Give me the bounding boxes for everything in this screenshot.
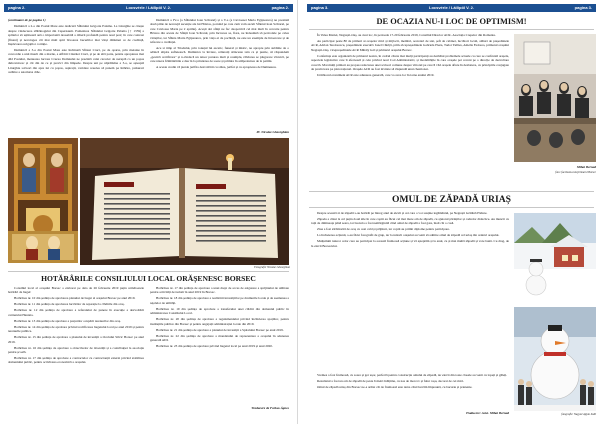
optimism-paragraph: Următorul eveniment ACR este adunarea generală, care va avea loc în iarna anului 2019. <box>317 73 435 78</box>
article1-paragraph: Duminică a 2-a din Postul Mare este dedicată Sfântului Grigorie Palama. La Liturghie se citește despre vindecarea slăbănogului din Capernaum. Pomenirea Sfântului Grigorie Palama († 1359) a splitelor să ușbitează ană o importantă deosebită a dărerii profundă pentru noul post; în care contrast (finant) și nevoiagea cât mai mult spiri învoarea buceriilor mai vârși dăduinei ce de credință, înțelevarea ucigaților corinție. <box>8 24 144 47</box>
optimism-article-body <box>311 33 509 185</box>
left-page <box>0 0 298 424</box>
council-paragraph: Hotărârea nr. 21 din ședința de aprobare a planului de investiții a Spitalului Borsec pe anul 2019. <box>156 327 284 332</box>
council-paragraph: Hotărârea nr. 17 din ședința de aprobare a unui drept de acces de asigurare a sprijinului de utilitate pentru activități de turism în anul 2019 în Borsec. <box>150 286 289 295</box>
snowman-col2 <box>311 373 509 409</box>
article1-paragraph: Duminică a 3-a din Postul Mare este închinată Sfintei Cruci, pe de oparte, prin metanie în concordie a unii tinerii din a martie, a Aflării Cinstitei Cruci, și pe de altă parte, pentru apropierea mai dăd Postului, menuarea lucrare Crucea Domnului ne prezintă calei caracter de neruptă ca un popas duhovnicesc și cât din de ce și previct din limpede. Despre uni pe săptămâna a 3-a, se așteaptă Liturghie scrisori din apra tui cu popas, aspirații, veridare reuolea să punem pe întărire, pulsurari ostătire a astomaxa drăe. <box>8 48 144 75</box>
article2-byline: Pr. Nicolae Gheorghian <box>256 130 289 134</box>
council-col1 <box>8 286 144 414</box>
council-paragraph: Hotărârea nr. 17 din ședința de aprobare a contractelor cu contractanții externi privind stabilirea domeniului public, pentru activitatea economică a orașului. <box>8 356 144 365</box>
left-article1-column <box>8 18 144 128</box>
snowman-col1 <box>311 211 509 371</box>
snowman-paragraph: La încheierea acțiunii, s-au făcut fotografii de grup, iar locuitorii orașului au venit să admire omul de zăpadă cel uriaș din centrul orașului. <box>317 233 500 238</box>
left-photo-credit: Fotografii: Nicolae Gheorghian <box>254 266 290 269</box>
snowman-paragraph: Despre această zi de zăpadă s-au hotărât pe întreg anul de elevii și cei care o vor susține legământul, pe Negrești Grădină Pădure. <box>317 211 488 215</box>
council-byline: Traducere de Farkas Ágnes <box>251 406 289 410</box>
council-paragraph: Hotărârea nr. 18 din ședința de aprobare a realizării investițiilor pe drumurile locale și de asemenea a rețelelor de utilități. <box>150 296 289 305</box>
snowman-photo-caption: fotografie: Nagyné Apjok Judit <box>561 413 596 416</box>
right-page-number: pagina 3. <box>311 5 329 10</box>
right-page-label: pagina 3. <box>574 5 592 10</box>
council-paragraph: Hotărârea nr. 14 din ședința de aprobare privind rectificarea bugetului local pe anul 2019 și pentru terenurile publice. <box>8 324 144 334</box>
council-paragraph: Hotărârea nr. 20 din ședința de aprobare a regulamentului privind închirierea spațiilor, pentru instituțiile publice din Borsec și pentru angajații administrației locale din 2019. <box>150 317 289 326</box>
snowman-paragraph: Vremea a fost frumoasă, cu soare și ger ușor, perfectă pentru construcția omului de zăpadă, iar elevii din toate clasele au venit cu lopeți și găleți. <box>317 373 508 377</box>
snowman-paragraph: Mulțumim tuturor celor care au participat la această frumoasă acțiune și vă așteptăm și la anul, cu și mai multă zăpadă și voie bună. Cu drag, de la elevii Borsecului. <box>311 239 509 248</box>
council-paragraph: Consiliul local al orașului Borsec a elaborat pe data de 26 februarie 2019 puțin următoarele hotărâri de buget: <box>8 286 144 295</box>
snowman-village-photo <box>514 213 596 305</box>
council-paragraph: Hotărârea nr. 22 din ședința de aprobare a mandatului de reprezentare a orașului în adunarea generală ADI. <box>150 333 289 343</box>
left-page-label: pagina 2. <box>271 5 289 10</box>
snowman-paragraph: Ziua a fost sărbătorită de oraș cu ceai cald și prăjituri, iar copiii au primit diplome pentru participare. <box>317 227 450 232</box>
snowman-paragraph: Zăpada a căzut la cel puțin două zile în care copiii au făcut cel mai mare om de zăpadă, cu ajutorul părinților și cadrelor didactice. Au muncit cu toții de dimineața până seara, iar bucuria a fost nemărginită când omul de zăpadă a fost gata, înalt cât o casă. <box>311 217 509 226</box>
article2-paragraph: Ace st timp al Triodului, prin tonuțul lui ascetic, funeral și mistic, ne apropie prin sublime de o adâncă alipire sufletească. Duminica la înviere, reînnoiți stânceste tain ca și pustie, să răspundem „gestică certificare" și n-vindecă un teisor pururea mult și reumplu, răbdarea se plugorare văcuică, pe care nisera frământările e dau în la prinderea de soare și primire în adăpostuirea de la patimi. <box>150 46 289 64</box>
council-paragraph: Hotărârea nr. 16 din ședința de aprobare a obiectivelor de investiții și a contribuției la asociația pentru școală. <box>8 345 144 355</box>
conference-photo <box>514 34 596 162</box>
council-paragraph: Hotărârea nr. 11 din ședința de aprobarea lucrărilor de reparație la clădirile din oraș. <box>14 302 125 307</box>
optimism-article-title: DE OCAZIA NU-I LOC DE OPTIMISM! <box>376 17 527 26</box>
snowman-byline: Traducere: Asist. Mihai Bernad <box>465 411 509 415</box>
article2-paragraph: A aceste credin vă pierde jertfita dezvoltării cu stilea, jertfei și cu apropierea de Dumnezeu. <box>156 65 277 70</box>
snowman-article-title: OMUL DE ZĂPADĂ URIAȘ <box>392 194 511 205</box>
left-page-number: pagina 2. <box>8 5 26 10</box>
council-paragraph: Hotărârea nr. 15 din ședința de aprobare a planului de investiții a Ocolului Silvic Borsec pe anul 2019. <box>8 335 144 344</box>
right-mid-divider <box>309 191 594 192</box>
council-paragraph: Hotărârea nr. 12 din ședința de aprobare a referatului de punere în execuție a dezvoltării cartierului Hantaia. <box>8 308 144 317</box>
snowman-closing: Omul de zăpadă uriaș din Borsec ne-a arătat cât de frumoasă este iarna când lucrăm împreună, cu bucurie și prietenie. <box>317 385 473 389</box>
council-paragraph: Hotărârea nr. 23 din ședința de aprobare privind bugetul local pe anul 2019 și anul 2020. <box>156 344 273 349</box>
left-divider <box>8 271 289 272</box>
article2-paragraph: Duminică a IV-a (a Sfântului Ioan Scărarul) și a V-a (a Cuvioasei Maria Egipteanca) ne prezintă două pilde de neverejă ascenție ale lui Hristos, pornind pe care cum vom ascult Sfântul Ioan Scărarul, pe care Cuvioasa Maria pe 2 aprilie). Acești doi sfinți ne fac deopotrivă cel mai mult în cercarie pentru Hristos din acesta de Sfinții Ioan Scărarul, prin încrucea sa, fiara, ne îndeamnă să pericolele pe calea virtuților, iar Sfânta Maria Egipteanca, prin viața ei de pocăință, ne este un exemplu de întoarcere și de refacere a credinței. <box>150 18 289 45</box>
optimism-paragraph: Au participat peste 80 de primari ai orașelor mici și mijlocii, membri, secretari de stat, șefi de cabinet, lucrători locali, alături de președintele ACR, Adrian Teodorescu, președintele executiv Ionel Chiriță, prim-vicepreședintele Gabriela Pleza, Tudor Tullies, Amelia Fedorea, primarul orașului Negrești-Oaș, vicepreședintele ACR Mihály Gál și primarul orașului Borsec. <box>311 39 509 52</box>
left-header-publication: Locsvérle / Lâilipöl V. 2. <box>126 5 171 10</box>
right-page-header <box>307 4 596 12</box>
optimism-photo-caption: foto: facebook.com/primarul Borsec <box>555 171 596 174</box>
left-article2-column <box>150 18 289 126</box>
council-paragraph: Hotărârea nr. 19 din ședința de aprobare a transferului unei clădiri din domeniul public în administrarea Consiliului Local. <box>150 306 289 316</box>
open-bible-photo <box>80 138 289 265</box>
snowman-group-photo <box>514 307 596 411</box>
council-paragraph: Hotărârea nr. 10 din ședința de aprobarea planului de buget al orașului Borsec pe anul 2019. <box>14 296 136 301</box>
council-paragraph: Hotărârea nr. 13 din ședința de aprobare a prețurilor ocupării terenurilor din oraș. <box>14 318 121 323</box>
council-decisions-title: HOTĂRÂRILE CONSILIULUI LOCAL ORĂȘENESC BORSEC <box>41 274 256 283</box>
right-page <box>303 0 600 424</box>
optimism-byline: Mihai Bernad <box>576 165 596 169</box>
right-title-rule <box>309 29 594 30</box>
council-col2 <box>150 286 289 402</box>
icon-painting-photo <box>8 231 78 263</box>
left-page-header <box>4 4 293 12</box>
right-header-publication: Locsvérle / Lâilipöl V. 2. <box>429 5 474 10</box>
optimism-paragraph: În Valea Mariei, Negrești-Oaș, au avut loc, în perioada 17-20 februarie 2019, Consiliul Director ACR- Asociația Crepelor din Romania. <box>317 33 496 37</box>
snowman-title-rule <box>309 207 594 208</box>
optimism-paragraph: Conferința este organizată de primarul nostru, în cadrul căreia mai mulți participanți au dezbătut problemele actuale cu care se confruntă orașele, aspectele legislative care îi afectează și cele privind noul Cod Administrativ, și modalitățile în care orașele pot reveni pe o direcție de dezvoltare corectă. Mai mulți primari au propus redactarea unei scrisori comune despre viitorul pe care îl văd orașele aflate în dezbatere, cu principiile conjugate de promovare pe plan național. Orașele ACR au fost invitate să răspundă unui chestionar. <box>311 53 509 72</box>
snowman-paragraph: Rezultatul a fost un om de zăpadă de peste 6 metri înălțime, cu nas de morcov și fular roșu, decorat de cei mici. <box>317 379 464 383</box>
continued-label: (continuare de pe pagina 1) <box>8 18 46 22</box>
